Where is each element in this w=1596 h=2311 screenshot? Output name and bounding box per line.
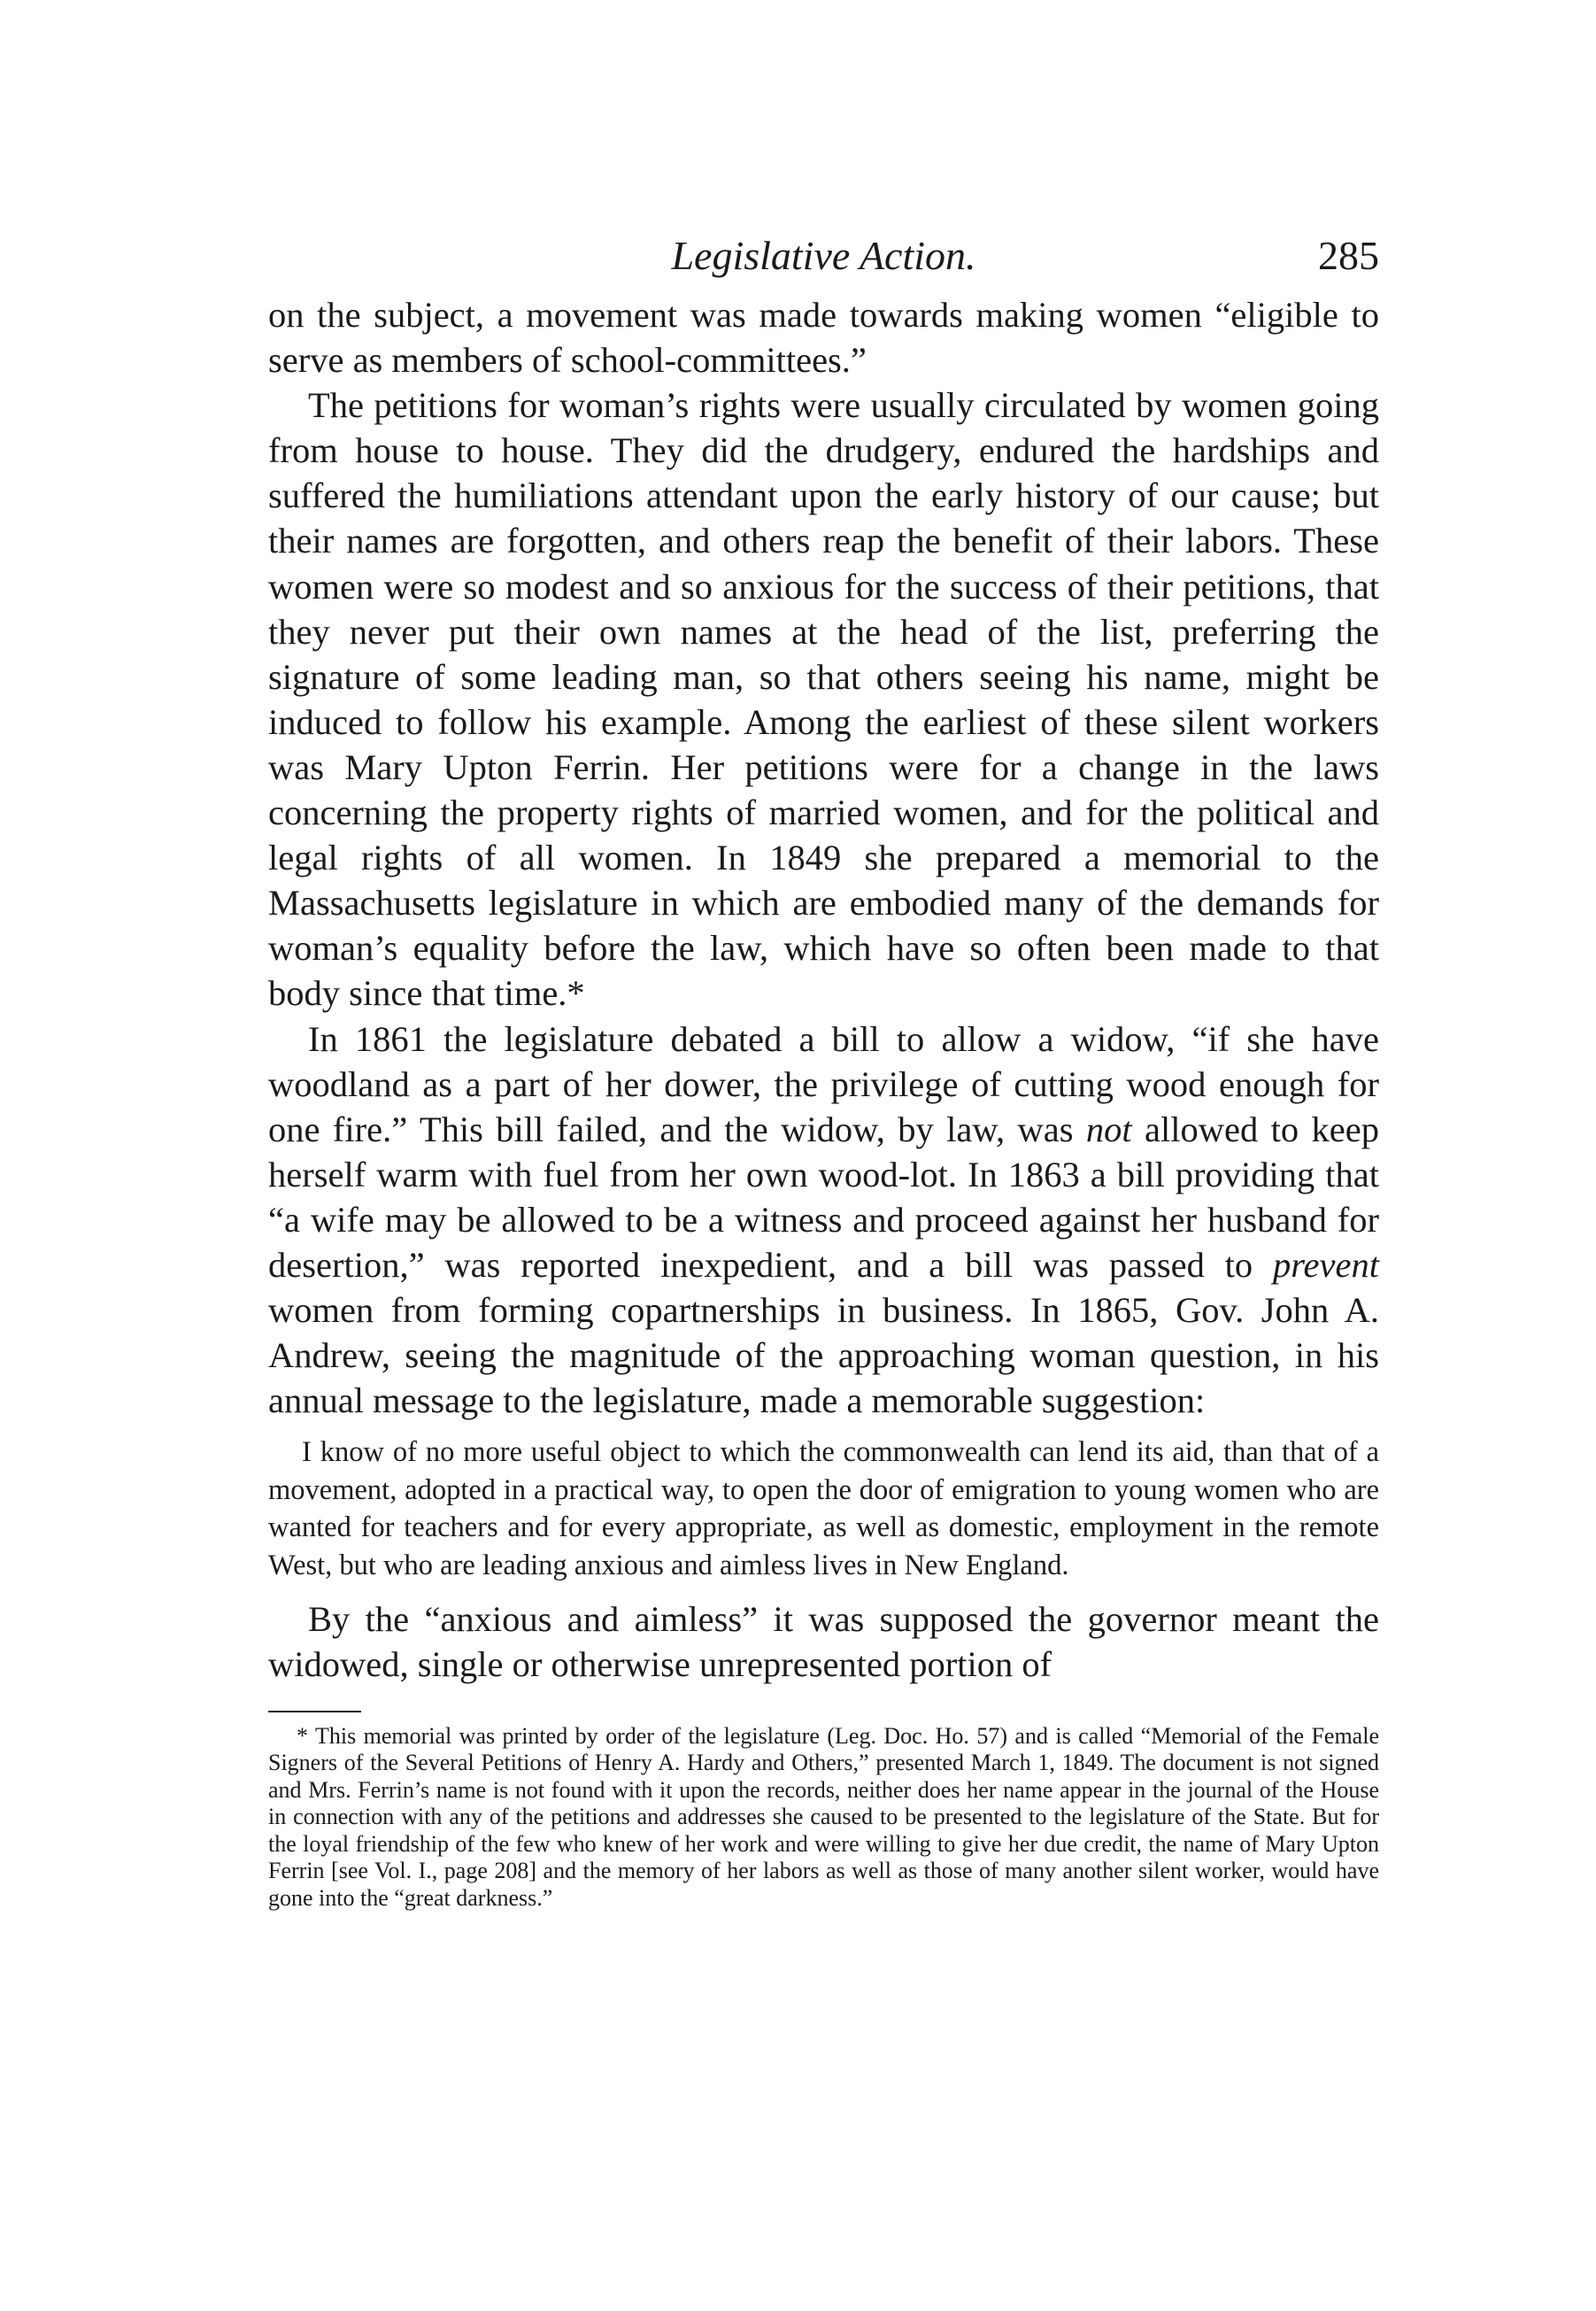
p3-text-3: women from forming copartnerships in business. In 1865, Gov. John A. Andrew, seeing the magnitude of the approaching woman question, in his annual message to the legislature, made a memorable suggestion: [268, 1290, 1379, 1421]
paragraph-legislature-1861 [268, 1016, 1379, 1424]
paragraph-petitions: The petitions for woman’s rights were usually circulated by women going from house to house. They did the drudgery, endured the hardships and suffered the humiliations attendant upon the early history of our cause; but their names are forgotten, and others reap the benefit of their labors. These women were so modest and so anxious for the success of their petitions, that they never put their own names at the head of the list, preferring the signature of some leading man, so that others seeing his name, might be induced to follow his example. Among the earliest of these silent workers was Mary Upton Ferrin. Her petitions were for a change in the laws concerning the property rights of married women, and for the political and legal rights of all women. In 1849 she prepared a memorial to the Massachusetts legislature in which are embodied many of the demands for woman’s equality before the law, which have so often been made to that body since that time.* [268, 385, 1379, 1014]
running-head [268, 221, 1379, 292]
running-title: Legislative Action. [671, 233, 976, 278]
governor-quote: I know of no more useful object to which the commonwealth can lend its aid, than that of a movement, adopted in a practical way, to open the door of emigration to young women who are wanted for teachers and for every appropriate, as well as domestic, employment in the remote West, but who are leading anxious and aimless lives in New England. [268, 1436, 1379, 1581]
footnote-divider [268, 1711, 361, 1712]
body-text [268, 292, 1379, 1688]
paragraph-continuation: on the subject, a movement was made towards making women “eligible to serve as members of school-committees.” [268, 295, 1379, 381]
emphasis-prevent: prevent [1273, 1244, 1379, 1285]
paragraph-anxious-aimless: By the “anxious and aimless” it was supposed the governor meant the widowed, single or otherwise unrepresented portion of [268, 1599, 1379, 1685]
page-number: 285 [1318, 233, 1379, 278]
book-page [268, 221, 1379, 1912]
p3-text-1: In 1861 the legislature debated a bill to allow a widow, “if she have woodland as a part of her dower, the privilege of cutting wood enough for one fire.” This bill failed, and the widow, by law, was [268, 1018, 1379, 1149]
p3-text-2: allowed to keep herself warm with fuel from her own wood-lot. In 1863 a bill providing that “a wife may be allowed to be a witness and proceed against her husband for desertion,” was reported inexpedient, and a bill was passed to [268, 1109, 1379, 1285]
emphasis-not: not [1085, 1109, 1132, 1149]
footnote: * This memorial was printed by order of the legislature (Leg. Doc. Ho. 57) and is called “Memorial of the Female Signers of the Several Petitions of Henry A. Hardy and Others,” presented March 1, 1849. The document is not signed and Mrs. Ferrin’s name is not found with it upon the records, neither does her name appear in the journal of the House in connection with any of the petitions and addresses she caused to be presented to the legislature of the State. But for the loyal friendship of the few who knew of her work and were willing to give her due credit, the name of Mary Upton Ferrin [see Vol. I., page 208] and the memory of her labors as well as those of many another silent worker, would have gone into the “great darkness.” [268, 1722, 1379, 1911]
